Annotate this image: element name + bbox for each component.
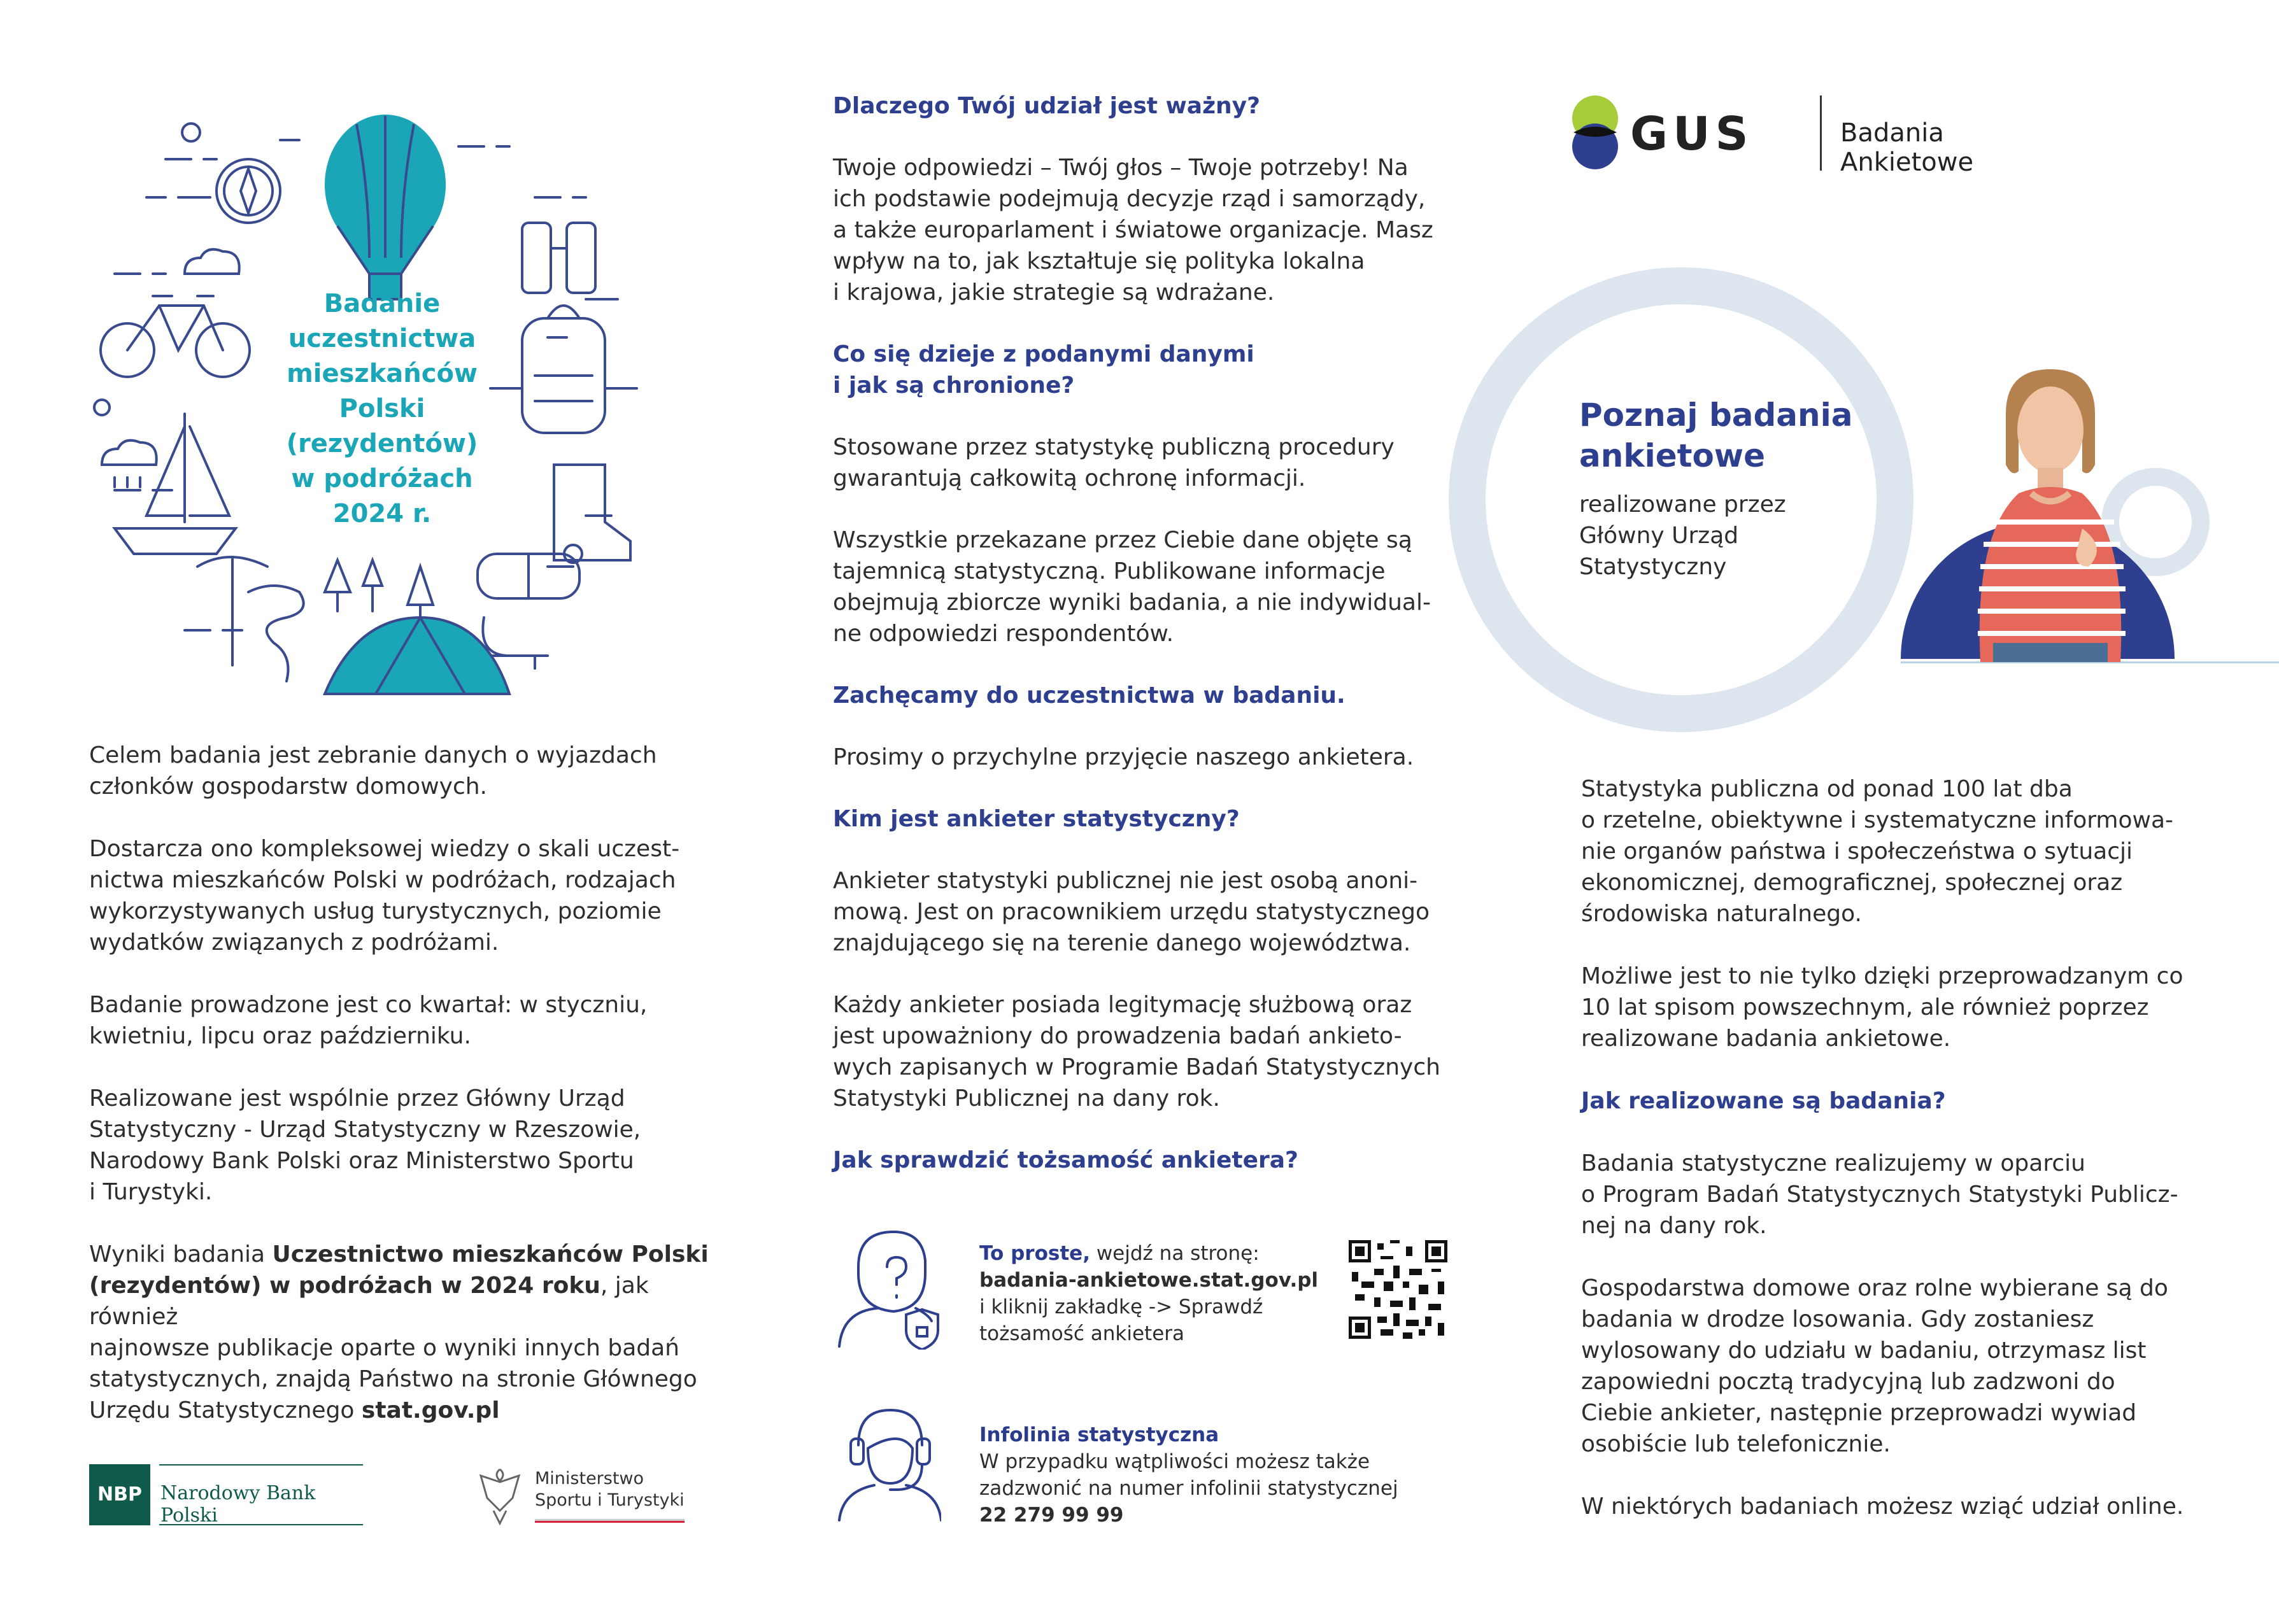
heading-how-conducted: Jak realizowane są badania? [1581,1088,1946,1114]
respondent-photo [1955,363,2146,662]
verify-text: To proste, wejdź na stronę: badania-ankietowe.stat.gov.pl i kliknij zakładkę -> Sprawdź tożsamość ankietera [979,1242,1319,1345]
paragraph: Celem badania jest zebranie danych o wyjazdach członków gospodarstw domowych. [89,742,657,800]
boot-icon [554,465,630,560]
survey-title-line: uczestnictwa [288,324,476,353]
survey-title-line: 2024 r. [332,499,432,528]
paragraph: Gospodarstwa domowe oraz rolne wybierane są do badania w drodze losowania. Gdy zostaniesz wylosowany do udziału w badaniu, otrzymasz list zapowiedni pocztą tradycyjną lub zadzwoni do Ciebie ankieter, następnie przeprowadzi wywiad osobiście lub telefonicznie. [1581,1275,2168,1457]
middle-panel [833,0,1470,1624]
paragraph: Wszystkie przekazane przez Ciebie dane objęte są tajemnicą statystyczną. Publikowane informacje obejmują zbiorcze wyniki badania, a nie indywidual- ne odpowiedzi respondentów. [833,527,1431,647]
nbp-badge: NBP [89,1464,150,1525]
paragraph: Stosowane przez statystykę publiczną procedury gwarantują całkowitą ochronę informacji. [833,434,1395,491]
right-panel [1516,0,2279,1624]
pickaxe-icon [197,557,304,681]
paragraph: W niektórych badaniach możesz wziąć udział online. [1581,1493,2184,1520]
paragraph: Statystyka publiczna od ponad 100 lat dba o rzetelne, obiektywne i systematyczne informowa- nie organów państwa i społeczeństwa o sytuacji ekonomicznej, demograficznej, społecznej oraz środowiska naturalnego. [1581,776,2174,927]
survey-title-line: Badanie [323,289,441,318]
gus-subtitle: Badania Ankietowe [1840,118,1974,177]
gus-wordmark: GUS [1630,107,1754,160]
survey-title [267,286,497,532]
infoline-title: Infolinia statystyczna [979,1423,1219,1446]
ministry-name-line: Sportu i Turystyki [535,1490,685,1510]
heading-encourage: Zachęcamy do uczestnictwa w badaniu. [833,682,1345,709]
hero-text [1579,395,1859,583]
ministry-name-line: Ministerstwo [535,1469,644,1488]
stat-link[interactable]: stat.gov.pl [361,1397,500,1423]
survey-title-line: Polski [339,394,425,423]
survey-title-line: w podróżach [291,464,473,493]
heading-why-important: Dlaczego Twój udział jest ważny? [833,93,1261,119]
paragraph: Możliwe jest to nie tylko dzięki przeprowadzanym co 10 lat spisom powszechnym, ale również poprzez realizowane badania ankietowe. [1581,963,2183,1052]
eagle-emblem-icon [474,1463,525,1527]
paragraph: Prosimy o przychylne przyjęcie naszego ankietera. [833,744,1414,770]
paragraph: Ankieter statystyki publicznej nie jest osobą anoni- mową. Jest on pracownikiem urzędu statystycznego znajdującego się na terenie danego województwa. [833,868,1430,956]
paragraph: Każdy ankieter posiada legitymację służbową oraz jest upoważniony do prowadzenia badań ankieto- wych zapisanych w Programie Badań Statystycznych Statystyki Publicznej na dany rok. [833,992,1440,1112]
survey-title-line: (rezydentów) [286,429,478,458]
sailboat-icon [115,414,236,554]
backpack-icon [490,306,637,433]
binoculars-icon [522,223,595,293]
left-text [89,740,739,1426]
hero-subtitle: realizowane przez Główny Urząd Statystyczny [1579,491,1786,580]
interviewer-id-icon [833,1222,941,1350]
paragraph: Dostarcza ono kompleksowej wiedzy o skali uczest- nictwa mieszkańców Polski w podróżach, rodzajach wykorzystywanych usług turystycznych, poziomie wydatków związanych z podróżami. [89,836,680,956]
cloud-icon [185,250,239,274]
heading-who-is-interviewer: Kim jest ankieter statystyczny? [833,806,1240,832]
gus-logo-icon [1570,95,1621,172]
hero-title: Poznaj badania ankietowe [1579,397,1853,474]
qr-code-icon[interactable] [1349,1240,1447,1339]
survey-site-link[interactable]: badania-ankietowe.stat.gov.pl [979,1269,1319,1292]
ministry-logo [474,1463,685,1527]
infoline-phone[interactable]: 22 279 99 99 [979,1504,1124,1527]
survey-title-line: mieszkańców [287,359,478,388]
heading-data-protection: Co się dzieje z podanymi danymi i jak są chronione? [833,341,1254,399]
nbp-name: Narodowy Bank Polski [160,1482,316,1527]
paragraph: Badanie prowadzone jest co kwartał: w styczniu, kwietniu, lipcu oraz październiku. [89,992,648,1049]
rain-cloud-icon [102,441,157,487]
paragraph: Twoje odpowiedzi – Twój głos – Twoje potrzeby! Na ich podstawie podejmują decyzje rząd i samorządy, a także europarlament i światowe organizacje. Masz wpływ na to, jak kształtuje się polityka lokalna i krajowa, jakie strategie są wdrażane. [833,155,1433,306]
infoline-text: Infolinia statystyczna W przypadku wątpliwości możesz także zadzwonić na numer infolinii statystycznej 22 279 99 99 [979,1423,1398,1527]
left-panel [0,0,758,1624]
paragraph-results: Wyniki badania Uczestnictwo mieszkańców Polski (rezydentów) w podróżach w 2024 roku, jak również najnowsze publikacje oparte o wyniki innych badań statystycznych, znajdą Państwo na stronie Głównego Urzędu Statystycznego stat.gov.pl [89,1241,709,1423]
paragraph: Badania statystyczne realizujemy w oparciu o Program Badań Statystycznych Statystyki Publicz- nej na dany rok. [1581,1150,2178,1239]
headset-operator-icon [833,1401,941,1522]
gus-logo [1570,95,2079,177]
hot-air-balloon-icon [325,115,446,299]
trees-icon [325,560,433,624]
bicycle-icon [101,296,250,377]
nbp-logo [89,1464,363,1525]
compass-icon [217,159,280,223]
heading-verify-identity: Jak sprawdzić tożsamość ankietera? [833,1147,1298,1173]
paragraph: Realizowane jest wspólnie przez Główny Urząd Statystyczny - Urząd Statystyczny w Rzeszowie, Narodowy Bank Polski oraz Ministerstwo Sportu i Turystyki. [89,1085,641,1205]
